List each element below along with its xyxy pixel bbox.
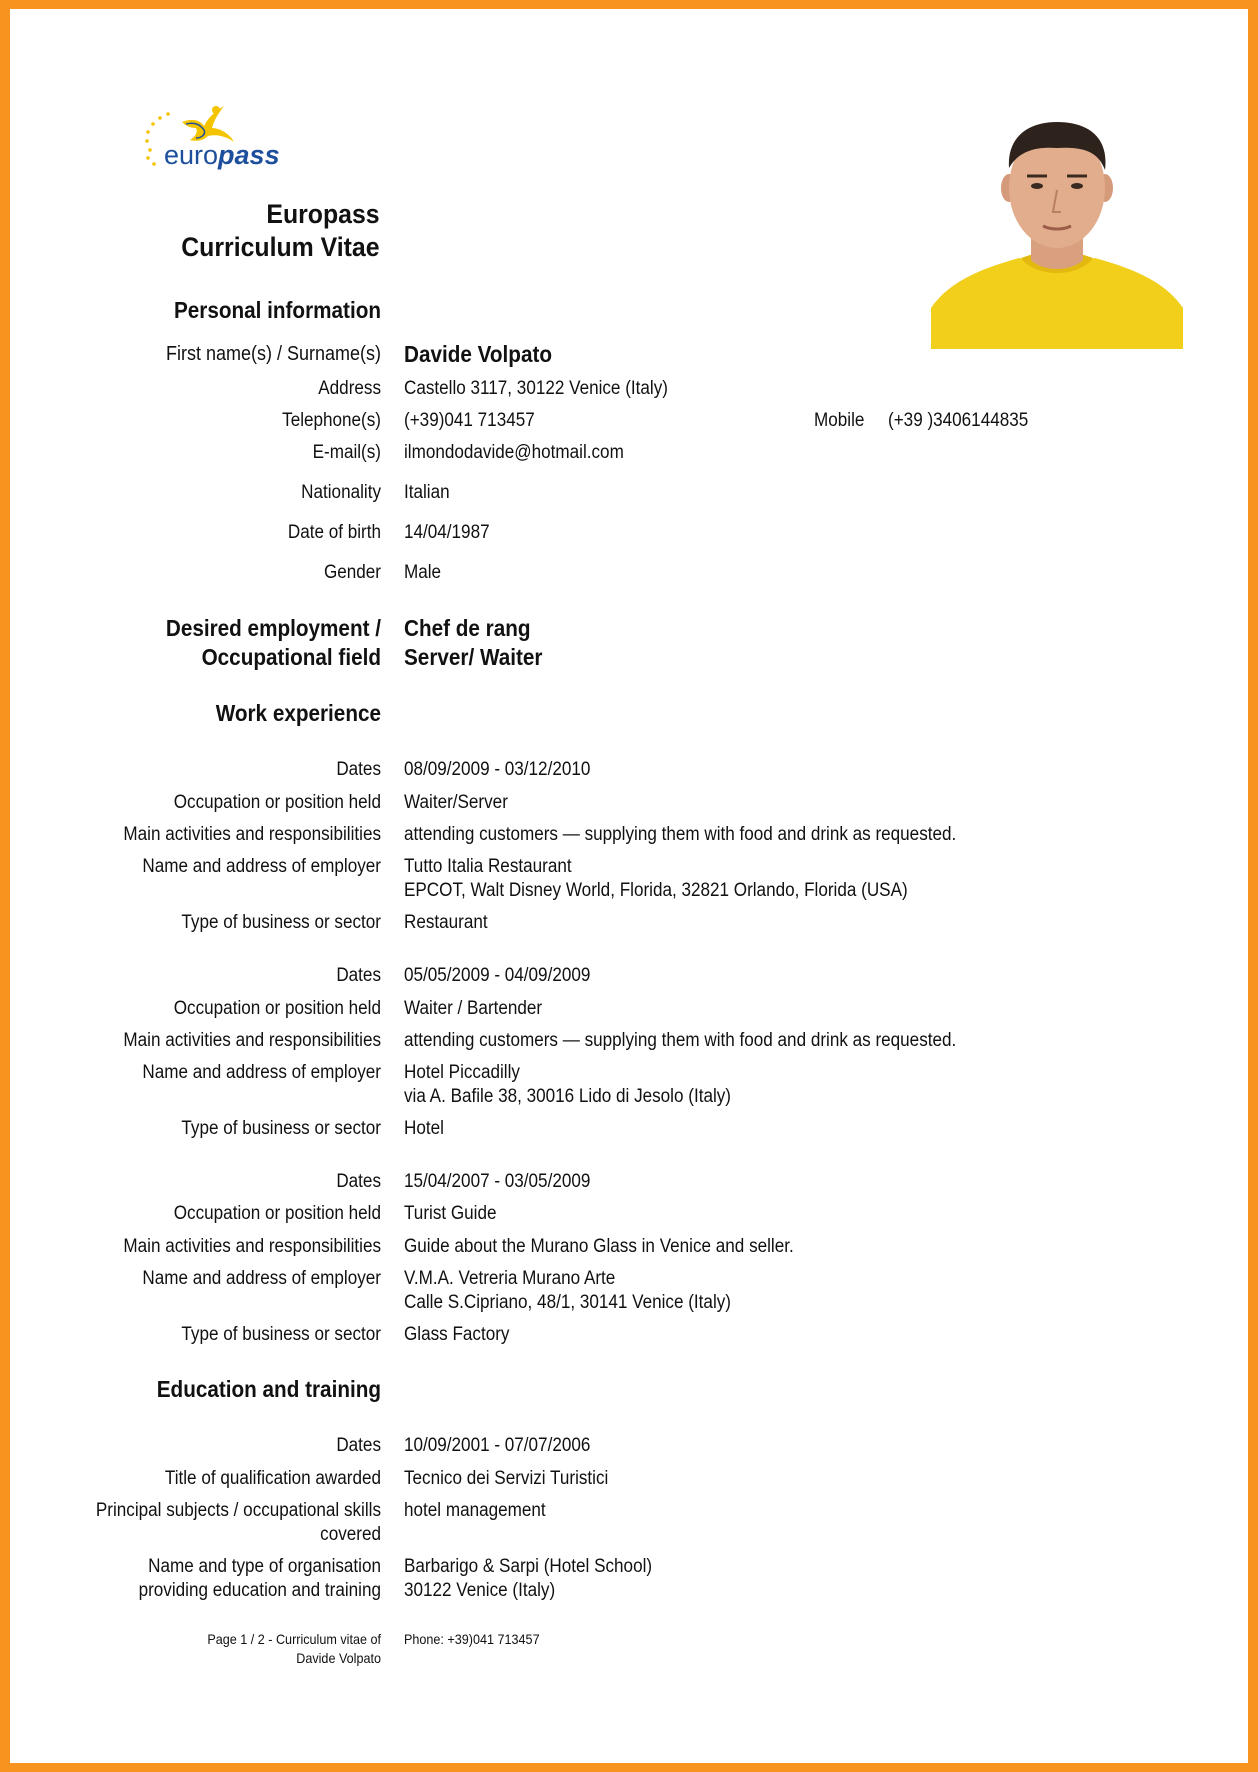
footer-page-line-1: Page 1 / 2 - Curriculum vitae of bbox=[207, 1631, 381, 1647]
work-1-dates: 08/09/2009 - 03/12/2010 bbox=[404, 759, 591, 780]
gender-label: Gender bbox=[323, 562, 381, 583]
desired-label-line-1: Desired employment / bbox=[165, 615, 381, 641]
work-2-employer-line-1: Hotel Piccadilly bbox=[404, 1062, 520, 1083]
education-dates-label: Dates bbox=[336, 1435, 381, 1456]
address-label: Address bbox=[318, 378, 381, 399]
footer-phone: Phone: +39)041 713457 bbox=[404, 1631, 540, 1647]
nationality-label: Nationality bbox=[301, 482, 381, 503]
work-3-employer-line-1: V.M.A. Vetreria Murano Arte bbox=[404, 1268, 616, 1289]
subjects-label-line-1: Principal subjects / occupational skills bbox=[95, 1500, 381, 1521]
sector-label: Type of business or sector bbox=[181, 912, 381, 933]
qualification-value: Tecnico dei Servizi Turistici bbox=[404, 1468, 609, 1489]
work-1-employer-line-1: Tutto Italia Restaurant bbox=[404, 856, 572, 877]
employer-label: Name and address of employer bbox=[142, 856, 381, 877]
subjects-value: hotel management bbox=[404, 1500, 546, 1521]
desired-value-line-1: Chef de rang bbox=[404, 615, 531, 641]
activities-label: Main activities and responsibilities bbox=[123, 1236, 382, 1257]
occupation-label: Occupation or position held bbox=[173, 792, 381, 813]
work-3-occupation: Turist Guide bbox=[404, 1203, 497, 1224]
work-1-sector: Restaurant bbox=[404, 912, 488, 933]
email-label: E-mail(s) bbox=[312, 442, 381, 463]
work-2-employer-line-2: via A. Bafile 38, 30016 Lido di Jesolo (Italy) bbox=[404, 1086, 732, 1107]
work-3-sector: Glass Factory bbox=[404, 1324, 510, 1345]
occupation-label: Occupation or position held bbox=[173, 998, 381, 1019]
nationality-value: Italian bbox=[404, 482, 450, 503]
work-2-activities: attending customers — supplying them with food and drink as requested. bbox=[404, 1030, 957, 1051]
work-1-occupation: Waiter/Server bbox=[404, 792, 508, 813]
employer-label: Name and address of employer bbox=[142, 1268, 381, 1289]
name-value: Davide Volpato bbox=[404, 341, 552, 367]
address-value: Castello 3117, 30122 Venice (Italy) bbox=[404, 378, 668, 399]
logo-wordmark: europass bbox=[164, 140, 280, 170]
desired-label-line-2: Occupational field bbox=[201, 644, 381, 670]
mobile-label: Mobile bbox=[814, 410, 865, 431]
work-3-activities: Guide about the Murano Glass in Venice and seller. bbox=[404, 1236, 794, 1257]
work-1-employer-line-2: EPCOT, Walt Disney World, Florida, 32821 Orlando, Florida (USA) bbox=[404, 880, 908, 901]
dob-label: Date of birth bbox=[287, 522, 381, 543]
education-heading: Education and training bbox=[156, 1376, 381, 1402]
mobile-value: (+39 )3406144835 bbox=[888, 410, 1029, 431]
activities-label: Main activities and responsibilities bbox=[123, 824, 382, 845]
footer-page-line-2: Davide Volpato bbox=[296, 1650, 381, 1666]
work-3-employer-line-2: Calle S.Cipriano, 48/1, 30141 Venice (Italy) bbox=[404, 1292, 731, 1313]
dob-value: 14/04/1987 bbox=[404, 522, 490, 543]
desired-value-line-2: Server/ Waiter bbox=[404, 644, 543, 670]
qualification-label: Title of qualification awarded bbox=[164, 1468, 381, 1489]
work-2-sector: Hotel bbox=[404, 1118, 444, 1139]
gender-value: Male bbox=[404, 562, 442, 583]
work-1-activities: attending customers — supplying them with food and drink as requested. bbox=[404, 824, 957, 845]
work-experience-heading: Work experience bbox=[215, 700, 381, 726]
organisation-label-line-1: Name and type of organisation bbox=[148, 1556, 381, 1577]
sector-label: Type of business or sector bbox=[181, 1118, 381, 1139]
email-value[interactable]: ilmondodavide@hotmail.com bbox=[404, 442, 624, 463]
telephone-label: Telephone(s) bbox=[282, 410, 381, 431]
title-line-1: Europass bbox=[266, 199, 380, 229]
subjects-label-line-2: covered bbox=[320, 1524, 381, 1545]
organisation-label-line-2: providing education and training bbox=[138, 1580, 381, 1601]
dates-label: Dates bbox=[336, 965, 381, 986]
dates-label: Dates bbox=[336, 1171, 381, 1192]
telephone-value: (+39)041 713457 bbox=[404, 410, 535, 431]
name-label: First name(s) / Surname(s) bbox=[165, 343, 381, 365]
education-dates: 10/09/2001 - 07/07/2006 bbox=[404, 1435, 591, 1456]
work-2-dates: 05/05/2009 - 04/09/2009 bbox=[404, 965, 591, 986]
work-2-occupation: Waiter / Bartender bbox=[404, 998, 543, 1019]
sector-label: Type of business or sector bbox=[181, 1324, 381, 1345]
dates-label: Dates bbox=[336, 759, 381, 780]
personal-info-heading: Personal information bbox=[173, 297, 381, 323]
organisation-value-line-1: Barbarigo & Sarpi (Hotel School) bbox=[404, 1556, 653, 1577]
activities-label: Main activities and responsibilities bbox=[123, 1030, 382, 1051]
organisation-value-line-2: 30122 Venice (Italy) bbox=[404, 1580, 556, 1601]
work-3-dates: 15/04/2007 - 03/05/2009 bbox=[404, 1171, 591, 1192]
occupation-label: Occupation or position held bbox=[173, 1203, 381, 1224]
employer-label: Name and address of employer bbox=[142, 1062, 381, 1083]
title-line-2: Curriculum Vitae bbox=[181, 232, 380, 262]
